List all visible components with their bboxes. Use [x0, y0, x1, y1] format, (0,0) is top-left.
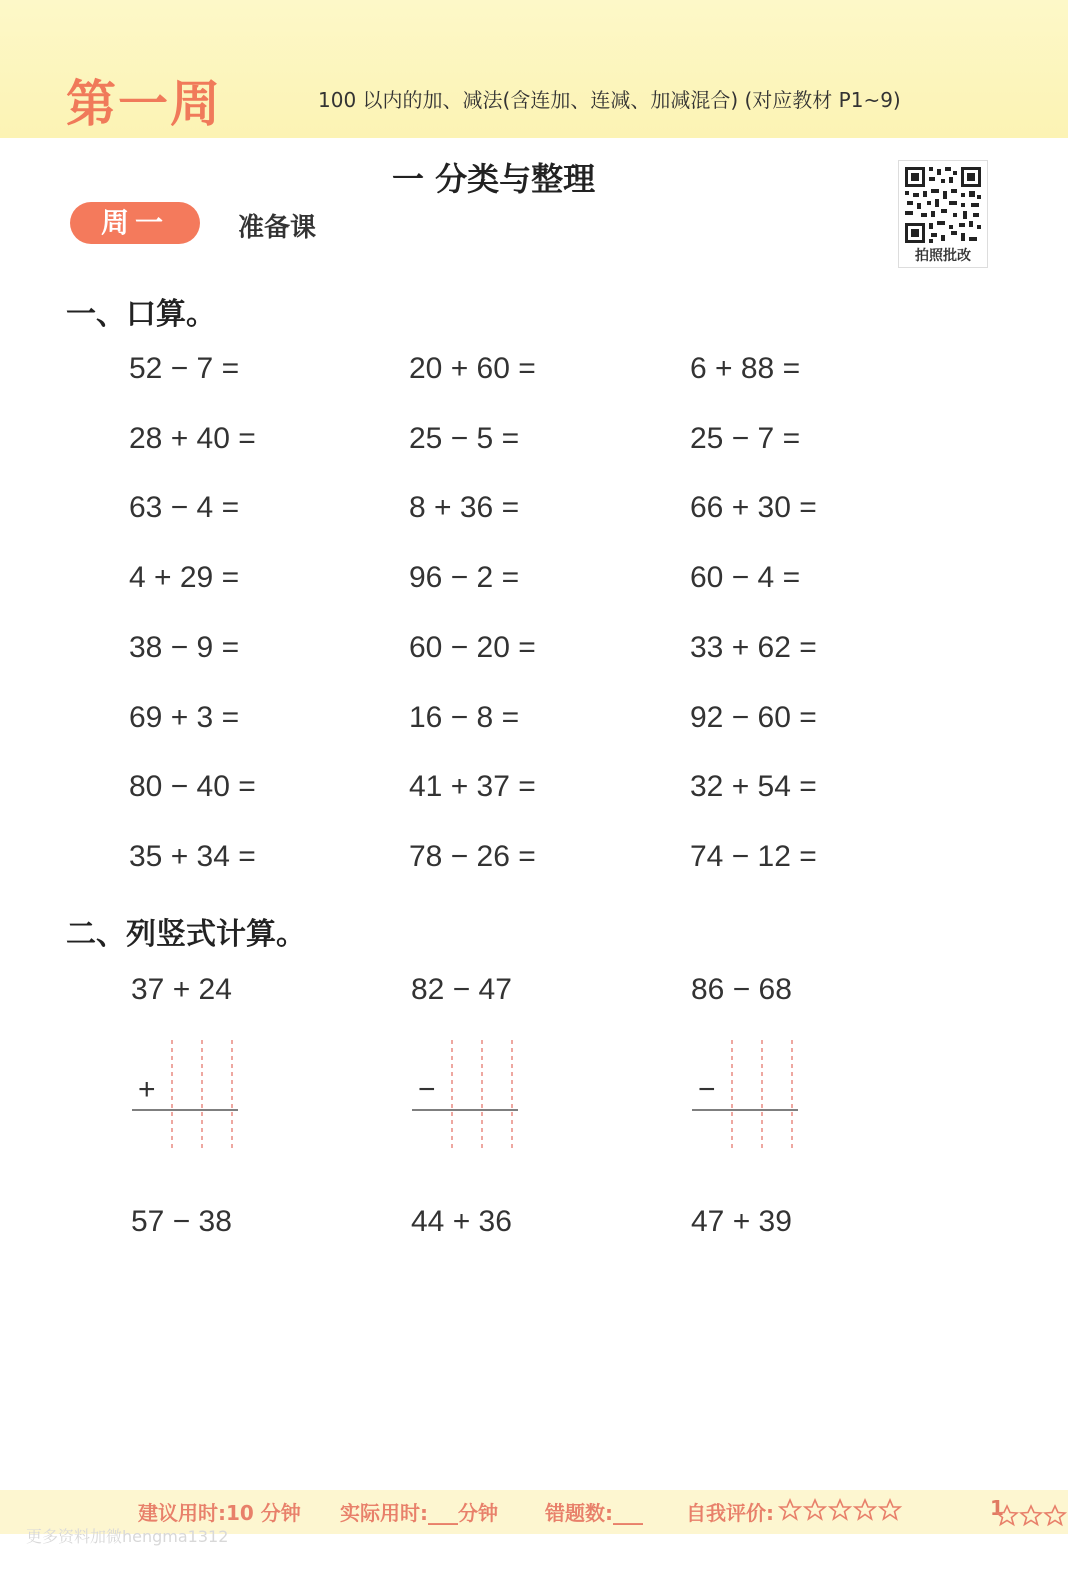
star-icon: [780, 1500, 800, 1519]
star-icon: [805, 1500, 825, 1519]
actual-time: 实际用时:___分钟: [340, 1501, 498, 1525]
mental-math-item: 25 − 5 =: [409, 422, 520, 455]
mental-math-item: 33 + 62 =: [690, 631, 817, 664]
lesson-name: 准备课: [238, 213, 317, 243]
week-title: 第一周: [66, 75, 222, 133]
mental-math-item: 96 − 2 =: [409, 561, 520, 594]
star-icon: [1021, 1506, 1041, 1525]
watermark: 更多资料加微hengma1312: [26, 1527, 229, 1546]
star-icon: [880, 1500, 900, 1519]
page-number: 1: [990, 1496, 1004, 1520]
suggested-time: 建议用时:10 分钟: [138, 1501, 301, 1525]
mental-math-item: 20 + 60 =: [409, 352, 536, 385]
vertical-problem-3: 86 − 68: [691, 973, 792, 1006]
mental-math-item: 92 − 60 =: [690, 701, 817, 734]
mental-math-item: 32 + 54 =: [690, 770, 817, 803]
day-badge: 周一: [70, 202, 200, 244]
page-decoration-stars: [996, 1504, 1068, 1528]
mental-math-item: 78 − 26 =: [409, 840, 536, 873]
mental-math-item: 74 − 12 =: [690, 840, 817, 873]
mental-math-item: 63 − 4 =: [129, 491, 240, 524]
mental-math-item: 80 − 40 =: [129, 770, 256, 803]
vertical-problem-4: 57 − 38: [131, 1205, 232, 1238]
vertical-problem-1: 37 + 24: [131, 973, 232, 1006]
self-evaluation-label: 自我评价:: [686, 1501, 774, 1525]
qr-code-panel[interactable]: [898, 160, 988, 268]
section2-heading: 二、列竖式计算。: [66, 917, 306, 952]
self-evaluation-stars[interactable]: [778, 1498, 908, 1522]
mental-math-item: 60 − 20 =: [409, 631, 536, 664]
mental-math-item: 8 + 36 =: [409, 491, 520, 524]
vertical-problem-5: 44 + 36: [411, 1205, 512, 1238]
vertical-sign-2: −: [418, 1073, 436, 1106]
vertical-sign-1: +: [138, 1073, 156, 1106]
star-icon: [855, 1500, 875, 1519]
mental-math-item: 25 − 7 =: [690, 422, 801, 455]
star-icon: [1045, 1506, 1065, 1525]
vertical-problem-2: 82 − 47: [411, 973, 512, 1006]
mental-math-item: 4 + 29 =: [129, 561, 240, 594]
mental-math-item: 38 − 9 =: [129, 631, 240, 664]
mental-math-item: 28 + 40 =: [129, 422, 256, 455]
vertical-sign-3: −: [698, 1073, 716, 1106]
star-icon: [830, 1500, 850, 1519]
mental-math-item: 16 − 8 =: [409, 701, 520, 734]
section1-heading: 一、口算。: [66, 297, 216, 332]
vertical-problem-6: 47 + 39: [691, 1205, 792, 1238]
mental-math-item: 41 + 37 =: [409, 770, 536, 803]
mental-math-item: 6 + 88 =: [690, 352, 801, 385]
unit-title: 一 分类与整理: [392, 160, 596, 198]
week-subtitle: 100 以内的加、减法(含连加、连减、加减混合) (对应教材 P1~9): [318, 88, 901, 112]
qr-code-icon[interactable]: [903, 165, 983, 245]
mental-math-item: 66 + 30 =: [690, 491, 817, 524]
qr-label: 拍照批改: [915, 248, 971, 264]
mental-math-item: 52 − 7 =: [129, 352, 240, 385]
star-icon: [997, 1506, 1017, 1525]
error-count: 错题数:___: [545, 1501, 643, 1525]
mental-math-item: 69 + 3 =: [129, 701, 240, 734]
mental-math-item: 60 − 4 =: [690, 561, 801, 594]
mental-math-item: 35 + 34 =: [129, 840, 256, 873]
